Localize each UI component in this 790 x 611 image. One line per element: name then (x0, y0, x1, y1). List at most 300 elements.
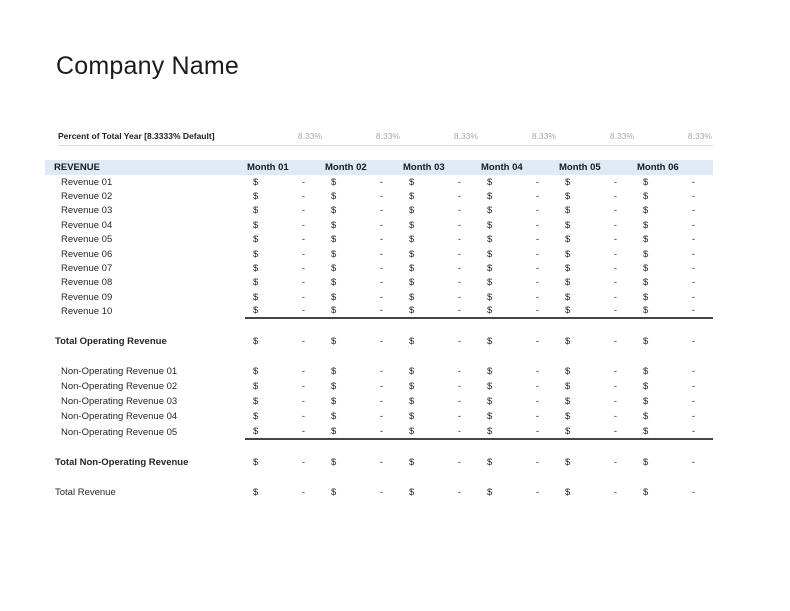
currency-symbol: $ (331, 396, 337, 408)
amount-cell[interactable] (245, 247, 323, 261)
currency-symbol: $ (565, 191, 571, 203)
amount-value: - (613, 248, 617, 260)
amount-value: - (535, 396, 539, 408)
amount-value: - (301, 291, 305, 303)
currency-symbol: $ (643, 291, 649, 303)
amount-cell[interactable] (557, 394, 635, 409)
amount-cell[interactable] (323, 189, 401, 203)
amount-cell[interactable] (401, 261, 479, 275)
currency-symbol: $ (331, 305, 337, 317)
month-header-cell: Month 03 (403, 162, 445, 173)
currency-symbol: $ (487, 263, 493, 275)
amount-cell[interactable] (323, 394, 401, 409)
amount-value: - (379, 456, 383, 468)
amount-cell[interactable] (245, 261, 323, 275)
amount-cell[interactable] (635, 290, 713, 304)
amount-value: - (691, 277, 695, 289)
currency-symbol: $ (409, 411, 415, 423)
amount-cell[interactable] (245, 334, 323, 349)
amount-value: - (379, 291, 383, 303)
currency-symbol: $ (643, 396, 649, 408)
currency-symbol: $ (487, 219, 493, 231)
amount-value: - (301, 176, 305, 188)
percent-value-cell[interactable]: 8.33% (401, 126, 479, 146)
amount-cell[interactable] (557, 485, 635, 500)
amount-cell[interactable] (401, 204, 479, 218)
amount-cell[interactable] (557, 204, 635, 218)
currency-symbol: $ (487, 396, 493, 408)
amount-cell[interactable] (245, 290, 323, 304)
amount-cell[interactable] (323, 261, 401, 275)
amount-value: - (613, 365, 617, 377)
amount-cell[interactable] (245, 485, 323, 500)
amount-cell[interactable] (557, 305, 635, 319)
amount-cell[interactable] (635, 189, 713, 203)
table-row (45, 218, 713, 232)
row-label: Non-Operating Revenue 04 (61, 411, 178, 423)
amount-cell[interactable] (635, 334, 713, 349)
amount-value: - (457, 335, 461, 347)
currency-symbol: $ (253, 365, 259, 377)
currency-symbol: $ (565, 248, 571, 260)
currency-symbol: $ (643, 205, 649, 217)
currency-symbol: $ (331, 205, 337, 217)
amount-cell[interactable] (245, 233, 323, 247)
amount-value: - (457, 176, 461, 188)
amount-value: - (457, 248, 461, 260)
currency-symbol: $ (409, 425, 415, 437)
percent-value-cell[interactable]: 8.33% (245, 126, 323, 146)
currency-symbol: $ (487, 411, 493, 423)
amount-cell[interactable] (401, 364, 479, 379)
currency-symbol: $ (409, 263, 415, 275)
amount-cell[interactable] (635, 218, 713, 232)
amount-value: - (301, 277, 305, 289)
amount-value: - (691, 205, 695, 217)
amount-cell[interactable] (479, 379, 557, 394)
revenue-header-label: REVENUE (54, 162, 100, 173)
amount-cell[interactable] (557, 364, 635, 379)
table-row (45, 276, 713, 290)
currency-symbol: $ (253, 425, 259, 437)
amount-value: - (613, 380, 617, 392)
amount-value: - (691, 291, 695, 303)
amount-value: - (613, 396, 617, 408)
amount-value: - (457, 380, 461, 392)
section-operating-items (45, 175, 713, 319)
amount-value: - (379, 277, 383, 289)
amount-cell[interactable] (323, 364, 401, 379)
amount-value: - (379, 425, 383, 437)
currency-symbol: $ (487, 305, 493, 317)
company-name-title[interactable]: Company Name (56, 52, 240, 80)
currency-symbol: $ (253, 205, 259, 217)
amount-cell[interactable] (635, 204, 713, 218)
currency-symbol: $ (409, 277, 415, 289)
amount-cell[interactable] (635, 364, 713, 379)
amount-value: - (379, 263, 383, 275)
currency-symbol: $ (331, 335, 337, 347)
amount-cell[interactable] (245, 424, 323, 439)
amount-cell[interactable] (323, 424, 401, 439)
currency-symbol: $ (331, 380, 337, 392)
amount-value: - (691, 248, 695, 260)
currency-symbol: $ (565, 205, 571, 217)
currency-symbol: $ (643, 191, 649, 203)
currency-symbol: $ (487, 380, 493, 392)
row-label: Revenue 07 (61, 263, 113, 275)
currency-symbol: $ (253, 396, 259, 408)
amount-cell[interactable] (479, 485, 557, 500)
currency-symbol: $ (487, 176, 493, 188)
amount-value: - (535, 380, 539, 392)
amount-cell[interactable] (635, 424, 713, 439)
currency-symbol: $ (409, 219, 415, 231)
row-label: Non-Operating Revenue 02 (61, 380, 178, 392)
amount-cell[interactable] (245, 175, 323, 189)
amount-value: - (613, 456, 617, 468)
amount-value: - (301, 234, 305, 246)
amount-cell[interactable] (557, 455, 635, 470)
amount-value: - (613, 234, 617, 246)
amount-cell[interactable] (401, 276, 479, 290)
amount-cell[interactable] (401, 233, 479, 247)
percent-of-year-row (45, 126, 713, 146)
amount-value: - (613, 277, 617, 289)
currency-symbol: $ (331, 263, 337, 275)
percent-value-cell[interactable]: 8.33% (635, 126, 713, 146)
amount-cell[interactable] (401, 409, 479, 424)
amount-cell[interactable] (401, 247, 479, 261)
table-row (45, 290, 713, 304)
amount-cell[interactable] (323, 204, 401, 218)
amount-cell[interactable] (323, 485, 401, 500)
amount-value: - (379, 191, 383, 203)
amount-value: - (613, 219, 617, 231)
amount-value: - (457, 456, 461, 468)
amount-value: - (457, 411, 461, 423)
month-header-cell: Month 05 (559, 162, 601, 173)
amount-value: - (691, 234, 695, 246)
amount-value: - (691, 191, 695, 203)
table-row (45, 409, 713, 424)
currency-symbol: $ (565, 277, 571, 289)
amount-cell[interactable] (557, 290, 635, 304)
currency-symbol: $ (565, 305, 571, 317)
amount-cell[interactable] (557, 261, 635, 275)
row-label: Total Revenue (55, 486, 116, 498)
amount-cell[interactable] (479, 455, 557, 470)
table-row (45, 233, 713, 247)
amount-cell[interactable] (245, 455, 323, 470)
amount-value: - (457, 365, 461, 377)
amount-cell[interactable] (635, 485, 713, 500)
amount-cell[interactable] (479, 261, 557, 275)
amount-cell[interactable] (479, 424, 557, 439)
amount-value: - (535, 263, 539, 275)
amount-value: - (379, 219, 383, 231)
amount-cell[interactable] (479, 247, 557, 261)
table-row (45, 364, 713, 379)
amount-cell[interactable] (635, 276, 713, 290)
amount-cell[interactable] (557, 334, 635, 349)
amount-cell[interactable] (557, 175, 635, 189)
currency-symbol: $ (331, 176, 337, 188)
currency-symbol: $ (643, 263, 649, 275)
amount-cell[interactable] (401, 305, 479, 319)
amount-cell[interactable] (557, 379, 635, 394)
table-row (45, 424, 713, 439)
currency-symbol: $ (487, 248, 493, 260)
amount-cell[interactable] (401, 455, 479, 470)
amount-value: - (691, 486, 695, 498)
row-spacer (45, 319, 713, 334)
amount-value: - (301, 380, 305, 392)
amount-value: - (613, 305, 617, 317)
currency-symbol: $ (409, 365, 415, 377)
amount-value: - (535, 425, 539, 437)
amount-cell[interactable] (557, 409, 635, 424)
amount-cell[interactable] (245, 218, 323, 232)
amount-value: - (457, 305, 461, 317)
amount-value: - (301, 263, 305, 275)
amount-value: - (613, 205, 617, 217)
amount-cell[interactable] (401, 485, 479, 500)
amount-value: - (691, 365, 695, 377)
amount-cell[interactable] (401, 424, 479, 439)
amount-cell[interactable] (323, 409, 401, 424)
currency-symbol: $ (331, 248, 337, 260)
amount-value: - (301, 396, 305, 408)
amount-value: - (535, 335, 539, 347)
amount-cell[interactable] (479, 233, 557, 247)
currency-symbol: $ (409, 191, 415, 203)
amount-value: - (301, 335, 305, 347)
amount-cell[interactable] (635, 379, 713, 394)
currency-symbol: $ (331, 486, 337, 498)
amount-cell[interactable] (635, 175, 713, 189)
amount-value: - (613, 263, 617, 275)
amount-value: - (301, 456, 305, 468)
amount-cell[interactable] (323, 455, 401, 470)
table-row (45, 394, 713, 409)
currency-symbol: $ (487, 365, 493, 377)
amount-cell[interactable] (245, 276, 323, 290)
currency-symbol: $ (565, 365, 571, 377)
amount-cell[interactable] (479, 189, 557, 203)
currency-symbol: $ (331, 456, 337, 468)
amount-value: - (691, 219, 695, 231)
amount-cell[interactable] (557, 247, 635, 261)
currency-symbol: $ (253, 248, 259, 260)
amount-cell[interactable] (245, 394, 323, 409)
amount-cell[interactable] (635, 409, 713, 424)
amount-cell[interactable] (635, 261, 713, 275)
amount-cell[interactable] (557, 233, 635, 247)
currency-symbol: $ (487, 234, 493, 246)
currency-symbol: $ (487, 425, 493, 437)
amount-cell[interactable] (557, 424, 635, 439)
table-row (45, 334, 713, 349)
amount-cell[interactable] (479, 218, 557, 232)
amount-cell[interactable] (401, 394, 479, 409)
section-non-operating-items (45, 364, 713, 440)
currency-symbol: $ (565, 176, 571, 188)
currency-symbol: $ (643, 234, 649, 246)
amount-cell[interactable] (401, 379, 479, 394)
amount-cell[interactable] (479, 305, 557, 319)
amount-cell[interactable] (323, 334, 401, 349)
currency-symbol: $ (331, 425, 337, 437)
currency-symbol: $ (643, 335, 649, 347)
currency-symbol: $ (565, 263, 571, 275)
table-row (45, 189, 713, 203)
amount-value: - (691, 456, 695, 468)
amount-value: - (379, 396, 383, 408)
month-header-cell: Month 02 (325, 162, 367, 173)
amount-cell[interactable] (323, 233, 401, 247)
amount-cell[interactable] (479, 290, 557, 304)
currency-symbol: $ (565, 456, 571, 468)
currency-symbol: $ (409, 234, 415, 246)
amount-cell[interactable] (245, 409, 323, 424)
amount-value: - (535, 219, 539, 231)
amount-cell[interactable] (323, 276, 401, 290)
amount-cell[interactable] (401, 290, 479, 304)
currency-symbol: $ (565, 380, 571, 392)
currency-symbol: $ (409, 456, 415, 468)
amount-cell[interactable] (635, 305, 713, 319)
percent-value-cell[interactable]: 8.33% (557, 126, 635, 146)
currency-symbol: $ (487, 335, 493, 347)
percent-value-cell[interactable]: 8.33% (323, 126, 401, 146)
currency-symbol: $ (565, 411, 571, 423)
percent-value-cell[interactable]: 8.33% (479, 126, 557, 146)
currency-symbol: $ (253, 335, 259, 347)
amount-cell[interactable] (479, 276, 557, 290)
table-row (45, 204, 713, 218)
section-grand-total (45, 485, 713, 500)
currency-symbol: $ (643, 380, 649, 392)
currency-symbol: $ (487, 291, 493, 303)
amount-cell[interactable] (479, 334, 557, 349)
amount-cell[interactable] (401, 218, 479, 232)
amount-value: - (379, 335, 383, 347)
amount-cell[interactable] (401, 334, 479, 349)
row-label: Non-Operating Revenue 05 (61, 426, 178, 438)
currency-symbol: $ (253, 234, 259, 246)
amount-cell[interactable] (635, 394, 713, 409)
amount-cell[interactable] (635, 455, 713, 470)
amount-cell[interactable] (479, 409, 557, 424)
amount-value: - (535, 234, 539, 246)
amount-cell[interactable] (557, 276, 635, 290)
amount-cell[interactable] (479, 394, 557, 409)
month-header-cell: Month 04 (481, 162, 523, 173)
amount-cell[interactable] (635, 233, 713, 247)
row-label: Revenue 06 (61, 248, 113, 260)
currency-symbol: $ (487, 486, 493, 498)
amount-cell[interactable] (401, 175, 479, 189)
amount-cell[interactable] (245, 364, 323, 379)
amount-value: - (613, 335, 617, 347)
table-row (45, 175, 713, 189)
amount-cell[interactable] (245, 379, 323, 394)
month-header-cell: Month 01 (247, 162, 289, 173)
amount-cell[interactable] (323, 175, 401, 189)
amount-cell[interactable] (479, 364, 557, 379)
amount-value: - (301, 411, 305, 423)
table-row (45, 261, 713, 275)
table-row (45, 305, 713, 319)
currency-symbol: $ (565, 335, 571, 347)
amount-value: - (691, 263, 695, 275)
currency-symbol: $ (643, 277, 649, 289)
amount-cell[interactable] (245, 204, 323, 218)
amount-cell[interactable] (557, 189, 635, 203)
amount-value: - (379, 380, 383, 392)
amount-value: - (613, 176, 617, 188)
amount-value: - (691, 335, 695, 347)
amount-value: - (379, 411, 383, 423)
amount-cell[interactable] (323, 379, 401, 394)
amount-cell[interactable] (635, 247, 713, 261)
amount-value: - (379, 205, 383, 217)
amount-cell[interactable] (323, 218, 401, 232)
amount-cell[interactable] (323, 290, 401, 304)
row-label: Revenue 03 (61, 205, 113, 217)
amount-cell[interactable] (557, 218, 635, 232)
amount-value: - (379, 305, 383, 317)
currency-symbol: $ (253, 176, 259, 188)
revenue-sheet (45, 126, 713, 500)
amount-value: - (301, 191, 305, 203)
row-label: Revenue 08 (61, 277, 113, 289)
currency-symbol: $ (643, 411, 649, 423)
amount-cell[interactable] (245, 305, 323, 319)
amount-value: - (457, 425, 461, 437)
row-spacer (45, 470, 713, 485)
currency-symbol: $ (331, 291, 337, 303)
currency-symbol: $ (331, 219, 337, 231)
amount-cell[interactable] (401, 189, 479, 203)
table-row (45, 485, 713, 500)
amount-cell[interactable] (479, 175, 557, 189)
amount-cell[interactable] (479, 204, 557, 218)
currency-symbol: $ (565, 219, 571, 231)
amount-cell[interactable] (323, 305, 401, 319)
amount-value: - (535, 205, 539, 217)
currency-symbol: $ (253, 277, 259, 289)
row-label: Non-Operating Revenue 03 (61, 396, 178, 408)
amount-cell[interactable] (323, 247, 401, 261)
currency-symbol: $ (409, 380, 415, 392)
currency-symbol: $ (565, 234, 571, 246)
currency-symbol: $ (643, 305, 649, 317)
amount-value: - (457, 486, 461, 498)
percent-of-year-label: Percent of Total Year [8.3333% Default] (45, 126, 245, 146)
currency-symbol: $ (487, 456, 493, 468)
amount-cell[interactable] (245, 189, 323, 203)
amount-value: - (535, 191, 539, 203)
currency-symbol: $ (565, 486, 571, 498)
row-label: Revenue 02 (61, 191, 113, 203)
amount-value: - (301, 365, 305, 377)
amount-value: - (379, 365, 383, 377)
currency-symbol: $ (487, 205, 493, 217)
amount-value: - (691, 176, 695, 188)
amount-value: - (535, 277, 539, 289)
